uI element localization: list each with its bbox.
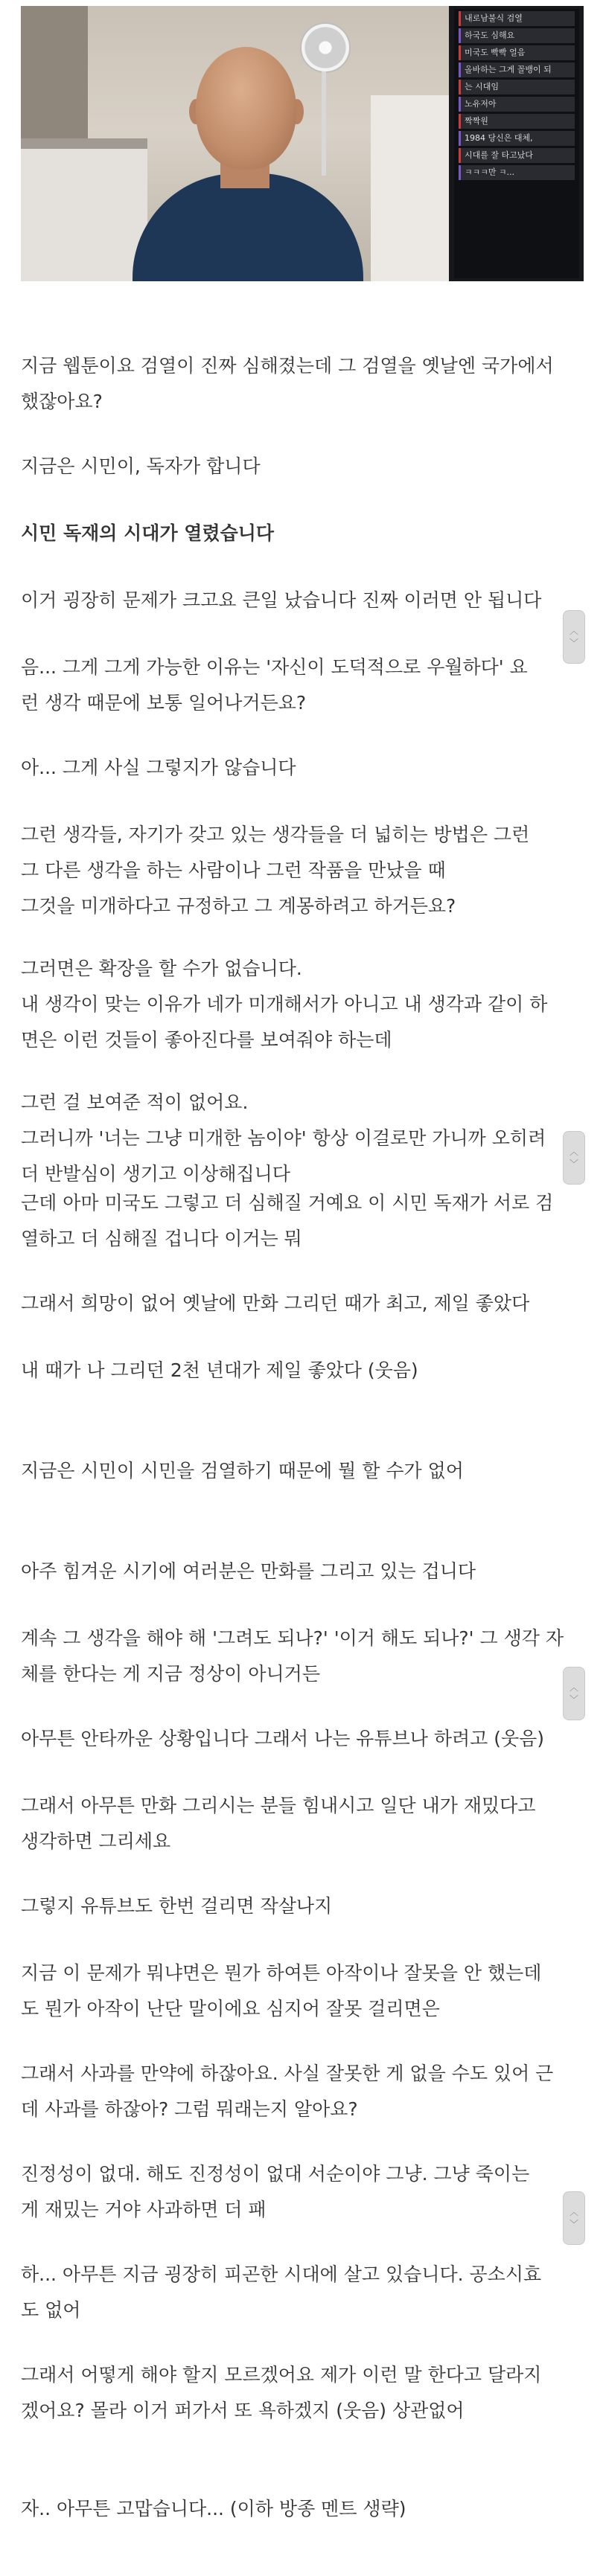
chat-message-text: 짝짝원 <box>465 116 488 126</box>
chat-message <box>459 131 575 146</box>
chat-message <box>459 148 575 163</box>
transcript-paragraph <box>21 1788 572 1859</box>
emphasis-paragraph <box>21 516 572 551</box>
transcript-line: 열하고 더 심해질 겁니다 이거는 뭐 <box>21 1228 302 1249</box>
chat-message <box>459 63 575 77</box>
chevron-up-icon: ︿ <box>569 2207 578 2217</box>
scroll-control[interactable] <box>563 1667 585 1720</box>
transcript-line: 체를 한다는 게 지금 정상이 아니거든 <box>21 1663 320 1685</box>
transcript-line: 아무튼 안타까운 상황입니다 그래서 나는 유튜브나 하려고 (웃음) <box>21 1728 545 1749</box>
chat-message <box>459 28 575 43</box>
transcript-paragraph <box>21 348 572 420</box>
transcript-line: 그러면은 확장을 할 수가 없습니다. <box>21 958 302 979</box>
chat-message-text: 는 시대임 <box>465 82 500 92</box>
chevron-down-icon: ﹀ <box>569 1159 578 1169</box>
chat-message-text: 내로남불식 검열 <box>465 13 523 23</box>
transcript-line: 시민 독재의 시대가 열렸습니다 <box>21 522 275 544</box>
transcript-paragraph <box>21 583 572 618</box>
transcript-line: 아주 힘겨운 시기에 여러분은 만화를 그리고 있는 겁니다 <box>21 1560 476 1582</box>
transcript-line: 그래서 어떻게 해야 할지 모르겠어요 제가 이런 말 한다고 달라지 <box>21 2364 542 2386</box>
transcript-paragraph <box>21 2257 572 2328</box>
transcript-paragraph <box>21 951 572 1058</box>
chevron-down-icon: ﹀ <box>569 638 578 648</box>
transcript-paragraph <box>21 817 572 924</box>
transcript-line: 자.. 아무튼 고맙습니다... (이하 방종 멘트 생략) <box>21 2498 406 2519</box>
transcript-line: 게 재밌는 거야 사과하면 더 패 <box>21 2199 267 2220</box>
chat-message <box>459 45 575 60</box>
transcript-line: 근데 아마 미국도 그렇고 더 심해질 거예요 이 시민 독재가 서로 검 <box>21 1192 554 1214</box>
person-head <box>196 47 296 170</box>
transcript-line: 지금은 시민이 시민을 검열하기 때문에 뭘 할 수가 없어 <box>21 1460 464 1481</box>
scroll-control[interactable] <box>563 2191 585 2245</box>
transcript-line: 그런 생각들, 자기가 갖고 있는 생각들을 더 넓히는 방법은 그런 <box>21 824 530 845</box>
chat-message-text: 하국도 심해요 <box>465 31 515 40</box>
transcript-line: 겠어요? 몰라 이거 퍼가서 또 욕하겠지 (웃음) 상관없어 <box>21 2400 465 2421</box>
chevron-down-icon: ﹀ <box>569 2219 578 2229</box>
fan-image <box>300 22 351 73</box>
transcript-line: 계속 그 생각을 해야 해 '그려도 되나?' '이거 해도 되나?' 그 생각 자 <box>21 1627 564 1649</box>
transcript-line: 그러니까 '너는 그냥 미개한 놈이야' 항상 이걸로만 가니까 오히려 <box>21 1127 546 1149</box>
chat-message <box>459 97 575 112</box>
transcript-paragraph <box>21 1955 572 2027</box>
chat-message-text: 시대를 잘 타고났다 <box>465 150 534 160</box>
chat-message <box>459 11 575 26</box>
transcript-paragraph <box>21 1453 572 1489</box>
transcript-paragraph <box>21 1888 572 1924</box>
chat-message-text: 노유저아 <box>465 99 497 109</box>
transcript-paragraph <box>21 1185 572 1257</box>
transcript-line: 그래서 희망이 없어 옛날에 만화 그리던 때가 최고, 제일 좋았다 <box>21 1292 530 1314</box>
person-body <box>133 173 363 281</box>
chat-message <box>459 165 575 180</box>
transcript-line: 그래서 사과를 만약에 하잖아요. 사실 잘못한 게 없을 수도 있어 근 <box>21 2063 554 2084</box>
transcript-paragraph <box>21 449 572 484</box>
fan-stand <box>322 71 326 176</box>
transcript-line: 그 다른 생각을 하는 사람이나 그런 작품을 만났을 때 <box>21 859 446 881</box>
transcript-line: 아... 그게 사실 그렇지가 않습니다 <box>21 757 296 778</box>
transcript-line: 지금은 시민이, 독자가 합니다 <box>21 455 261 477</box>
transcript-line: 도 없어 <box>21 2299 81 2321</box>
transcript-paragraph <box>21 1721 572 1757</box>
transcript-line: 내 생각이 맞는 이유가 네가 미개해서가 아니고 내 생각과 같이 하 <box>21 993 548 1015</box>
transcript-line: 그런 걸 보여준 적이 없어요. <box>21 1092 249 1113</box>
scroll-control[interactable] <box>563 610 585 664</box>
transcript-paragraph <box>21 1353 572 1388</box>
transcript-paragraph <box>21 1554 572 1589</box>
chat-message-text: ㅋㅋㅋ만 ㅋ... <box>465 167 515 177</box>
transcript-paragraph <box>21 2491 572 2527</box>
chat-message-text: 올바하는 그게 꼴뱅이 되 <box>465 65 552 74</box>
shelf-right <box>371 95 449 281</box>
webcam-feed <box>21 6 449 281</box>
chat-message-text: 미국도 빡빡 얼음 <box>465 48 526 57</box>
transcript-line: 지금 웹툰이요 검열이 진짜 심해졌는데 그 검열을 옛날엔 국가에서 <box>21 355 554 377</box>
transcript-paragraph <box>21 1286 572 1321</box>
transcript-line: 지금 이 문제가 뭐냐면은 뭔가 하여튼 아작이나 잘못을 안 했는데 <box>21 1962 542 1984</box>
chevron-up-icon: ︿ <box>569 1682 578 1693</box>
transcript-paragraph <box>21 2156 572 2228</box>
transcript-paragraph <box>21 2357 572 2429</box>
transcript-paragraph <box>21 2056 572 2127</box>
transcript-line: 그렇지 유튜브도 한번 걸리면 작살나지 <box>21 1895 333 1917</box>
transcript-line: 이거 굉장히 문제가 크고요 큰일 났습니다 진짜 이러면 안 됩니다 <box>21 589 542 611</box>
transcript-line: 런 생각 때문에 보통 일어나거든요? <box>21 692 307 714</box>
transcript-line: 진정성이 없대. 해도 진정성이 없대 서순이야 그냥. 그냥 죽이는 <box>21 2163 530 2185</box>
transcript-line: 도 뭔가 아작이 난단 말이에요 심지어 잘못 걸리면은 <box>21 1998 440 2019</box>
video-screenshot <box>21 6 584 281</box>
transcript-line: 그것을 미개하다고 규정하고 그 계몽하려고 하거든요? <box>21 895 456 917</box>
transcript-line: 했잖아요? <box>21 391 103 412</box>
transcript-paragraph <box>21 1085 572 1192</box>
chevron-up-icon: ︿ <box>569 1147 578 1157</box>
chevron-down-icon: ﹀ <box>569 1694 578 1705</box>
transcript-paragraph <box>21 650 572 721</box>
transcript-line: 생각하면 그리세요 <box>21 1830 171 1852</box>
transcript-line: 더 반발심이 생기고 이상해집니다 <box>21 1163 290 1185</box>
chevron-up-icon: ︿ <box>569 626 578 636</box>
transcript-line: 내 때가 나 그리던 2천 년대가 제일 좋았다 (웃음) <box>21 1359 418 1381</box>
chat-panel <box>454 9 579 278</box>
transcript-line: 면은 이런 것들이 좋아진다를 보여줘야 하는데 <box>21 1029 392 1051</box>
chat-message <box>459 114 575 129</box>
transcript-line: 그래서 아무튼 만화 그리시는 분들 힘내시고 일단 내가 재밌다고 <box>21 1795 536 1816</box>
transcript-paragraph <box>21 1621 572 1692</box>
scroll-control[interactable] <box>563 1131 585 1185</box>
chat-message-text: 1984 당신은 대체, <box>465 133 533 143</box>
shelf-left <box>21 138 147 281</box>
chat-message <box>459 80 575 94</box>
transcript-line: 하... 아무튼 지금 굉장히 피곤한 시대에 살고 있습니다. 공소시효 <box>21 2263 542 2285</box>
transcript-line: 음... 그게 그게 가능한 이유는 '자신이 도덕적으로 우월하다' 요 <box>21 656 528 678</box>
transcript-line: 데 사과를 하잖아? 그럼 뭐래는지 알아요? <box>21 2098 358 2120</box>
transcript-paragraph <box>21 750 572 786</box>
